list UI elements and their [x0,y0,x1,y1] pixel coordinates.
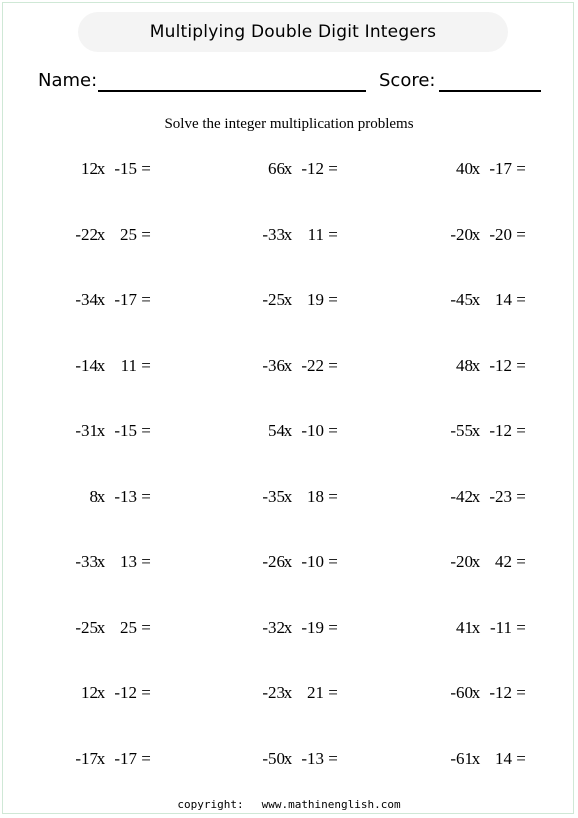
multiplicand: -55 [450,421,473,440]
multiplicand: -17 [75,749,98,768]
multiplier: -17 [489,159,512,178]
problem [30,290,160,314]
problem [30,618,160,642]
name-label: Name: [38,70,98,91]
multiplier: -22 [301,356,324,375]
equals-sign: = [141,618,151,637]
copyright-footer [0,798,578,811]
times-sign: x [471,421,481,440]
multiplicand: -14 [75,356,98,375]
equals-sign: = [328,290,338,309]
multiplier: -12 [489,683,512,702]
multiplier: 11 [307,225,324,244]
multiplicand: -42 [450,487,473,506]
problem [30,159,160,183]
multiplicand: 12 [81,159,98,178]
problem [30,552,160,576]
equals-sign: = [328,159,338,178]
multiplier: -13 [114,487,137,506]
multiplier: 18 [307,487,324,506]
multiplicand: 8 [89,487,98,506]
multiplicand: -23 [262,683,285,702]
multiplicand: -31 [75,421,98,440]
equals-sign: = [141,159,151,178]
multiplier: -20 [489,225,512,244]
equals-sign: = [141,552,151,571]
multiplier: 25 [120,618,137,637]
multiplier: -12 [489,356,512,375]
problem [30,487,160,511]
multiplicand: -36 [262,356,285,375]
problem [405,421,535,445]
multiplier: -23 [489,487,512,506]
multiplier: -12 [114,683,137,702]
multiplicand: -32 [262,618,285,637]
problem [217,618,347,642]
multiplier: -17 [114,290,137,309]
equals-sign: = [516,683,526,702]
problem [217,683,347,707]
times-sign: x [283,159,293,178]
problem [217,749,347,773]
multiplicand: 54 [268,421,285,440]
times-sign: x [471,552,481,571]
copyright-label: copyright: [177,798,244,811]
multiplier: -17 [114,749,137,768]
times-sign: x [96,290,106,309]
multiplicand: -33 [262,225,285,244]
problem [217,290,347,314]
equals-sign: = [141,225,151,244]
worksheet-title: Multiplying Double Digit Integers [149,22,437,42]
multiplicand: -61 [450,749,473,768]
multiplicand: 66 [268,159,285,178]
multiplier: 42 [495,552,512,571]
equals-sign: = [328,421,338,440]
equals-sign: = [516,487,526,506]
equals-sign: = [516,356,526,375]
problem [30,356,160,380]
multiplier: -13 [301,749,324,768]
multiplicand: -34 [75,290,98,309]
times-sign: x [283,618,293,637]
times-sign: x [471,683,481,702]
multiplier: -10 [301,552,324,571]
problem [405,225,535,249]
multiplicand: 12 [81,683,98,702]
equals-sign: = [328,749,338,768]
times-sign: x [96,618,106,637]
times-sign: x [283,356,293,375]
multiplier: -19 [301,618,324,637]
times-sign: x [96,749,106,768]
times-sign: x [471,356,481,375]
multiplicand: -50 [262,749,285,768]
equals-sign: = [141,421,151,440]
equals-sign: = [141,290,151,309]
multiplicand: -45 [450,290,473,309]
times-sign: x [96,552,106,571]
multiplier: 13 [120,552,137,571]
multiplicand: -26 [262,552,285,571]
equals-sign: = [516,159,526,178]
times-sign: x [96,356,106,375]
problem [30,683,160,707]
times-sign: x [96,421,106,440]
equals-sign: = [328,487,338,506]
problem [217,356,347,380]
equals-sign: = [516,749,526,768]
problem [217,225,347,249]
problem [405,487,535,511]
times-sign: x [283,683,293,702]
multiplier: -12 [489,421,512,440]
times-sign: x [471,487,481,506]
problem [405,159,535,183]
times-sign: x [283,225,293,244]
multiplicand: -35 [262,487,285,506]
equals-sign: = [328,552,338,571]
equals-sign: = [516,552,526,571]
times-sign: x [471,159,481,178]
multiplicand: -20 [450,552,473,571]
equals-sign: = [516,421,526,440]
equals-sign: = [141,683,151,702]
problem [405,683,535,707]
multiplicand: -20 [450,225,473,244]
times-sign: x [283,749,293,768]
multiplicand: -25 [262,290,285,309]
times-sign: x [96,487,106,506]
times-sign: x [96,225,106,244]
times-sign: x [471,749,481,768]
times-sign: x [283,552,293,571]
multiplier: -12 [301,159,324,178]
times-sign: x [471,618,481,637]
problem [405,552,535,576]
score-label: Score: [379,70,436,91]
multiplier: -10 [301,421,324,440]
problem [405,356,535,380]
multiplier: -15 [114,421,137,440]
equals-sign: = [328,225,338,244]
copyright-site: www.mathinenglish.com [261,798,401,811]
problem [30,421,160,445]
problem [217,487,347,511]
equals-sign: = [328,356,338,375]
multiplicand: 41 [456,618,473,637]
problem [405,290,535,314]
multiplicand: -22 [75,225,98,244]
equals-sign: = [516,225,526,244]
equals-sign: = [141,487,151,506]
problem [405,749,535,773]
problem [217,159,347,183]
times-sign: x [283,421,293,440]
multiplier: -11 [489,618,512,637]
equals-sign: = [516,618,526,637]
problem [217,421,347,445]
multiplier: 25 [120,225,137,244]
times-sign: x [96,159,106,178]
problem [405,618,535,642]
times-sign: x [471,225,481,244]
multiplier: 14 [495,290,512,309]
multiplicand: -25 [75,618,98,637]
multiplier: 19 [307,290,324,309]
instruction-text: Solve the integer multiplication problems [164,116,414,132]
equals-sign: = [141,356,151,375]
multiplicand: 40 [456,159,473,178]
equals-sign: = [141,749,151,768]
times-sign: x [96,683,106,702]
multiplicand: -60 [450,683,473,702]
times-sign: x [471,290,481,309]
problem [217,552,347,576]
multiplicand: 48 [456,356,473,375]
equals-sign: = [328,683,338,702]
times-sign: x [283,290,293,309]
problem [30,749,160,773]
times-sign: x [283,487,293,506]
multiplicand: -33 [75,552,98,571]
multiplier: 11 [120,356,137,375]
multiplier: -15 [114,159,137,178]
problem [30,225,160,249]
multiplier: 14 [495,749,512,768]
equals-sign: = [328,618,338,637]
multiplier: 21 [307,683,324,702]
equals-sign: = [516,290,526,309]
